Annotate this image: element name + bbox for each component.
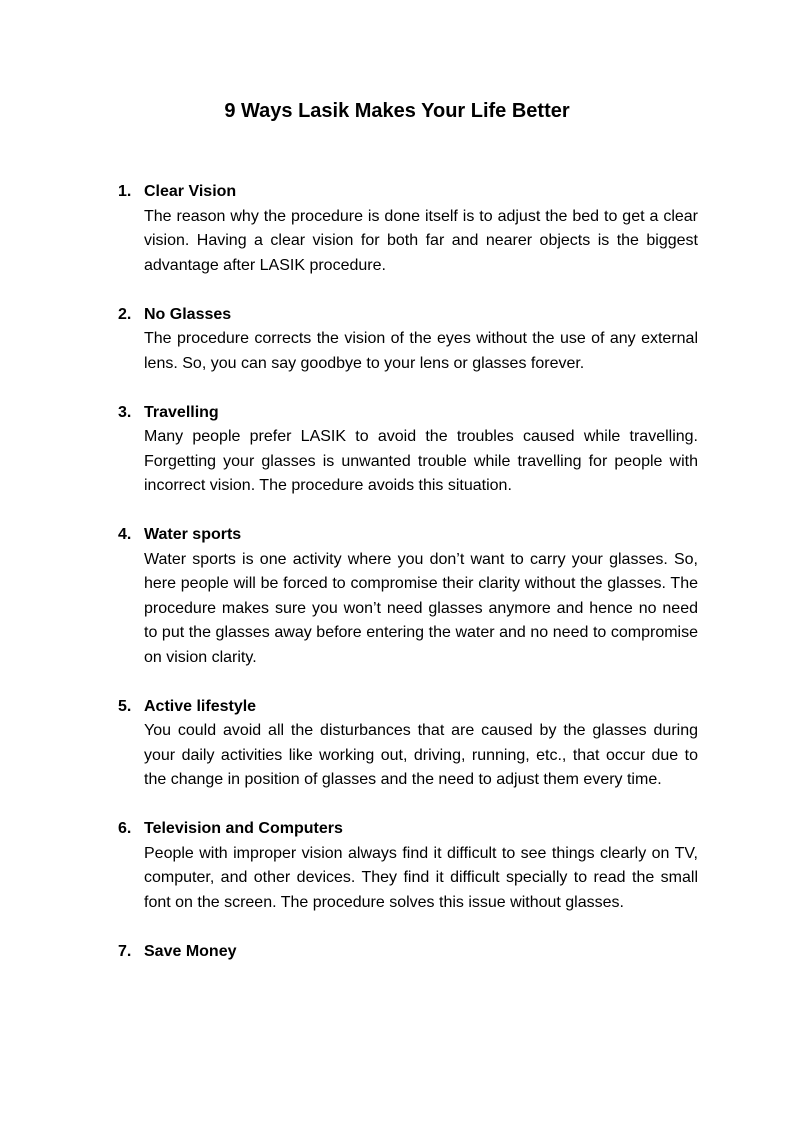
item-text: Many people prefer LASIK to avoid the troubles caused while travelling. Forgetting your glasses is unwanted trouble while travelling for people with incorrect vision. The procedure avoids this situation. [144, 428, 698, 494]
item-text: People with improper vision always find it difficult to see things clearly on TV, computer, and other devices. They find it difficult specially to read the small font on the screen. The procedure solves this issue without glasses. [144, 844, 698, 911]
list-item-television-computers [118, 817, 698, 915]
list-item-travelling [118, 401, 698, 499]
item-heading: Active lifestyle [144, 697, 257, 715]
list-item-active-lifestyle [118, 695, 698, 793]
list-item-water-sports [118, 523, 698, 670]
item-text: Water sports is one activity where you don’t want to carry your glasses. So, here people will be forced to compromise their clarity without the glasses. The procedure makes sure you won’t need glasses anymore and hence no need to put the glasses away before entering the water and no need to compromise on vision clarity. [144, 550, 698, 666]
item-number: 1. [118, 183, 132, 200]
benefits-list [118, 180, 698, 989]
item-text: You could avoid all the disturbances that are caused by the glasses during your daily activities like working out, driving, running, etc., that occur due to the change in position of glasses and the need to adjust them every time. [144, 722, 698, 788]
item-number: 3. [118, 403, 132, 421]
item-number: 2. [118, 305, 132, 323]
item-number: 4. [118, 526, 132, 543]
item-text: The reason why the procedure is done itself is to adjust the bed to get a clear vision. Having a clear vision for both far and nearer objects is the biggest advantage after LASIK procedure. [144, 207, 698, 274]
item-number: 7. [118, 942, 132, 960]
item-number: 6. [118, 820, 132, 837]
page-title: 9 Ways Lasik Makes Your Life Better [224, 100, 570, 122]
list-item-no-glasses [118, 303, 698, 377]
list-item-clear-vision [118, 180, 698, 278]
list-item-save-money [118, 940, 698, 965]
item-heading: Save Money [144, 942, 237, 960]
item-number: 5. [118, 697, 132, 715]
item-heading: Television and Computers [144, 820, 343, 837]
item-heading: Clear Vision [144, 183, 237, 200]
item-heading: Water sports [144, 526, 242, 543]
item-heading: No Glasses [144, 305, 232, 323]
item-heading: Travelling [144, 403, 219, 421]
item-text: The procedure corrects the vision of the eyes without the use of any external lens. So, you can say goodbye to your lens or glasses forever. [144, 330, 698, 372]
